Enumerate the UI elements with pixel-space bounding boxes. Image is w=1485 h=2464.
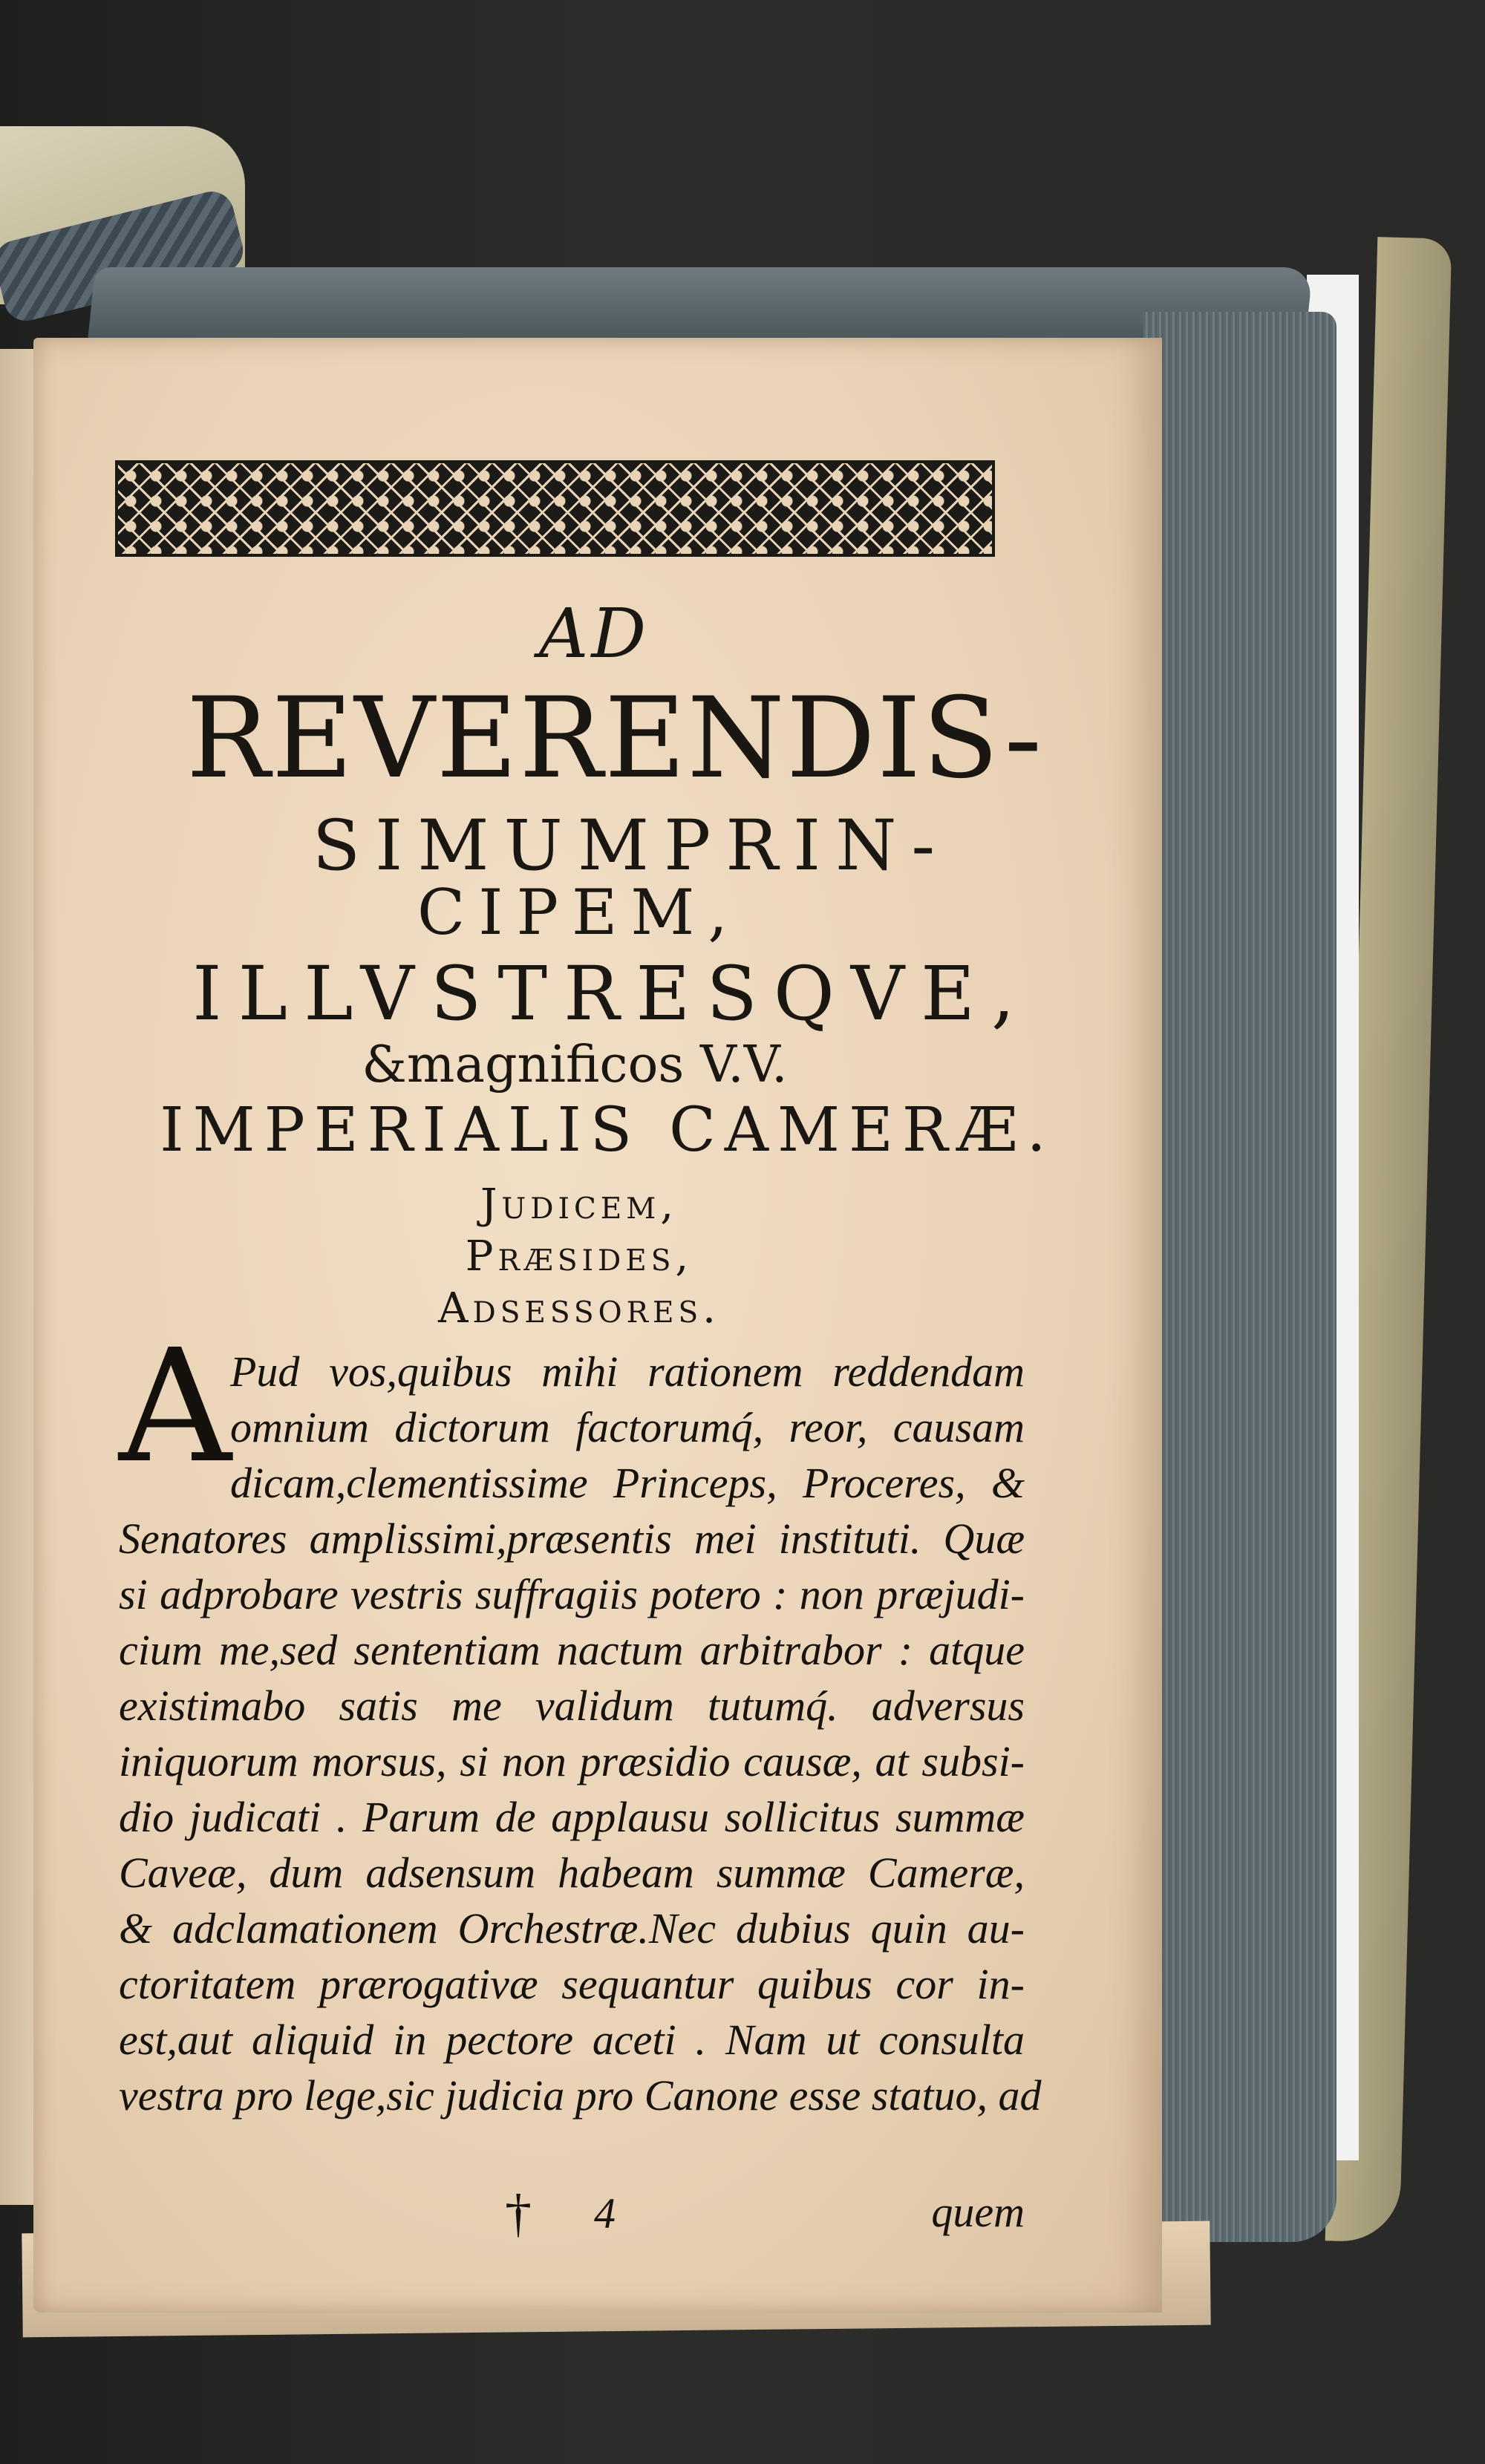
title-line-3: CIPEM, [417, 876, 741, 949]
title-ad: AD [538, 594, 650, 673]
body-line: iniquorum morsus, si non præsidio causæ, at subsi- [119, 1737, 1025, 1785]
signature-number: 4 [594, 2189, 616, 2238]
title-line-8: Præsides, [465, 1232, 693, 1281]
title-line-6: IMPERIALIS CAMERÆ. [160, 1095, 1055, 1166]
body-line: Senatores amplissimi,præsentis mei instituti. Quæ [119, 1514, 1025, 1563]
title-line-9: Adsessores. [438, 1284, 720, 1333]
book-fore-edge [1143, 312, 1336, 2242]
title-line-7: Judicem, [480, 1180, 679, 1229]
page-footer [119, 2183, 1025, 2249]
ornament-band [115, 460, 995, 557]
body-line: ctoritatem prærogativæ sequantur quibus cor in- [119, 1960, 1025, 2008]
body-line: cium me,sed sententiam nactum arbitrabor : atque [119, 1626, 1025, 1674]
body-line: est,aut aliquid in pectore aceti . Nam ut consulta [119, 2016, 1025, 2064]
title-line-4: ILLVSTRESQVE, [192, 950, 1031, 1037]
body-line: omnium dictorum factorumq́, reor, causam [230, 1403, 1025, 1451]
body-line: dicam,clementissime Princeps, Proceres, & [230, 1459, 1025, 1507]
signature-mark: † [505, 2183, 532, 2243]
body-line: vestra pro lege,sic judicia pro Canone esse statuo, ad [119, 2071, 1042, 2120]
body-line: si adprobare vestris suffragiis potero : non præjudi- [119, 1570, 1025, 1618]
body-line: Caveæ, dum adsensum habeam summæ Cameræ, [119, 1849, 1025, 1897]
body-paragraph [119, 1344, 1042, 2123]
body-line: dio judicati . Parum de applausu sollicitus summæ [119, 1793, 1025, 1841]
title-line-2: SIMUMPRIN- [312, 805, 950, 886]
body-line: Pud vos,quibus mihi rationem reddendam [230, 1347, 1025, 1396]
drop-cap: A [119, 1316, 232, 1497]
title-line-1: REVERENDIS- [186, 674, 1044, 803]
body-line: & adclamationem Orchestræ.Nec dubius quin au- [119, 1904, 1025, 1952]
body-line: existimabo satis me validum tutumq́. adversus [119, 1682, 1025, 1730]
catchword: quem [931, 2188, 1025, 2236]
title-line-5: &magnificos V.V. [362, 1036, 788, 1094]
